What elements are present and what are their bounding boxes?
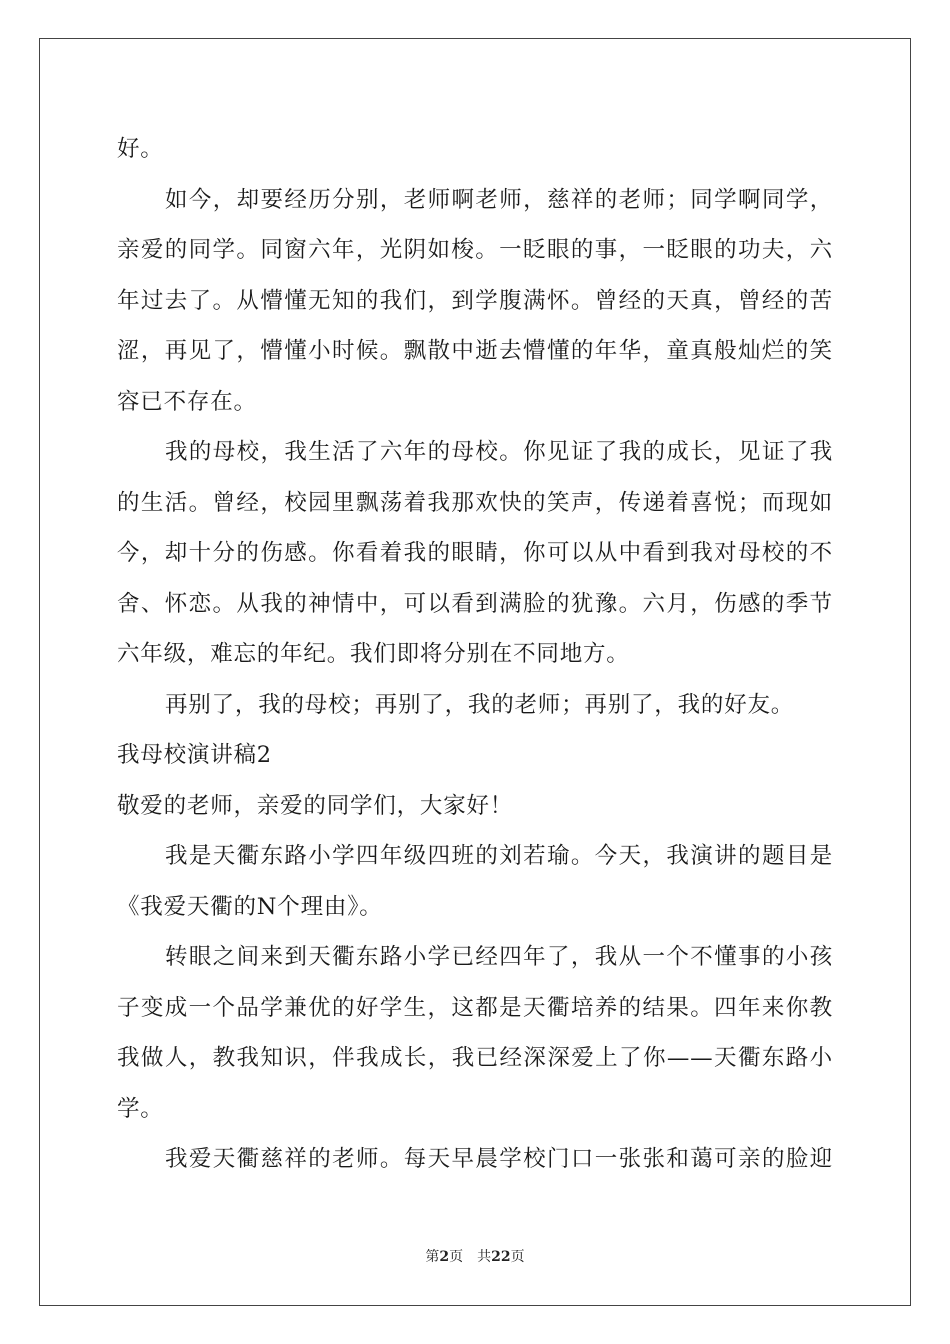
- text-line: 年过去了。从懵懂无知的我们，到学腹满怀。曾经的天真，曾经的苦: [117, 287, 833, 314]
- footer-total-pages: 22: [491, 1249, 511, 1265]
- text-line: 涩，再见了，懵懂小时候。飘散中逝去懵懂的年华，童真般灿烂的笑: [117, 338, 833, 364]
- text-line: 如今，却要经历分别，老师啊老师，慈祥的老师；同学啊同学，: [165, 186, 833, 213]
- text-line: 子变成一个品学兼优的好学生，这都是天衢培养的结果。四年来你教: [117, 994, 833, 1021]
- text-line: 敬爱的老师，亲爱的同学们，大家好！: [117, 792, 514, 819]
- footer-page-number: 2: [439, 1249, 450, 1265]
- text-line: 《我爱天衢的N个理由》。: [117, 893, 383, 920]
- footer-middle: 页 共: [449, 1249, 492, 1265]
- text-line: 我母校演讲稿2: [117, 742, 272, 768]
- text-line: 的生活。曾经，校园里飘荡着我那欢快的笑声，传递着喜悦；而现如: [117, 489, 833, 516]
- footer-suffix: 页: [510, 1249, 525, 1265]
- text-line: 我是天衢东路小学四年级四班的刘若瑜。今天，我演讲的题目是: [165, 843, 833, 869]
- text-line: 亲爱的同学。同窗六年，光阴如梭。一眨眼的事，一眨眼的功夫，六: [117, 237, 833, 263]
- footer-prefix: 第: [425, 1249, 440, 1265]
- document-body: [117, 124, 833, 1185]
- page-footer: [0, 1246, 950, 1266]
- text-line: 今，却十分的伤感。你看着我的眼睛，你可以从中看到我对母校的不: [117, 540, 833, 566]
- text-line: 再别了，我的母校；再别了，我的老师；再别了，我的好友。: [165, 691, 795, 718]
- text-line: 我的母校，我生活了六年的母校。你见证了我的成长，见证了我: [165, 439, 833, 465]
- text-line: 舍、怀恋。从我的神情中，可以看到满脸的犹豫。六月，伤感的季节: [117, 590, 833, 617]
- text-line: 学。: [117, 1095, 164, 1122]
- text-line: 好。: [117, 136, 164, 162]
- text-line: 容已不存在。: [117, 388, 257, 415]
- text-line: 六年级，难忘的年纪。我们即将分别在不同地方。: [117, 641, 630, 667]
- text-line: 我做人，教我知识，伴我成长，我已经深深爱上了你——天衢东路小: [117, 1045, 833, 1071]
- text-line: 我爱天衢慈祥的老师。每天早晨学校门口一张张和蔼可亲的脸迎: [165, 1146, 833, 1172]
- text-line: 转眼之间来到天衢东路小学已经四年了，我从一个不懂事的小孩: [165, 944, 833, 970]
